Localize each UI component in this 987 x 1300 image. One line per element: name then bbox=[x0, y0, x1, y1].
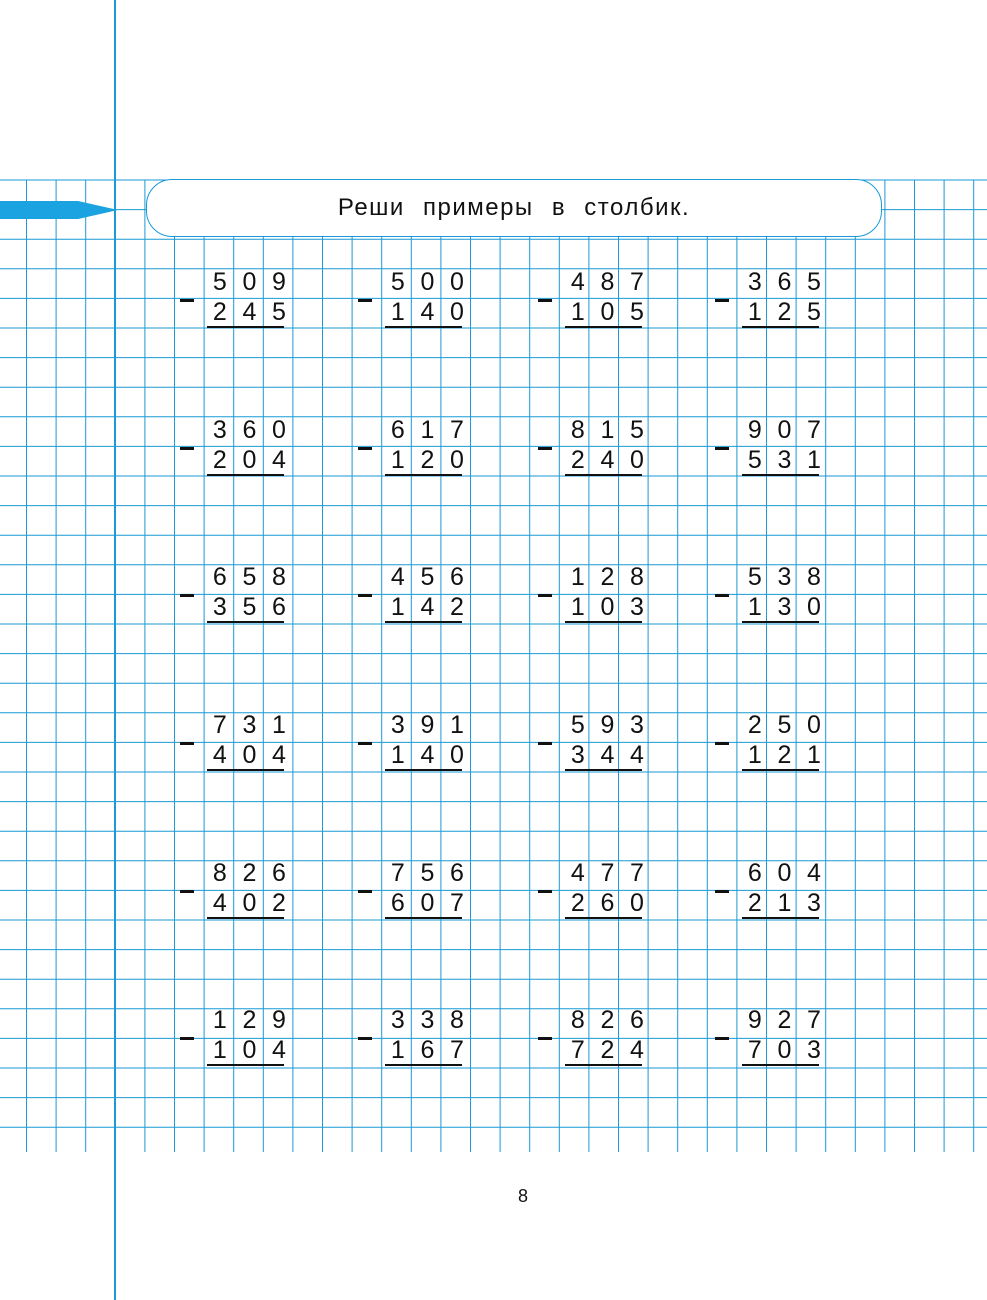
minus-sign bbox=[358, 1037, 372, 1040]
subtrahend bbox=[563, 592, 652, 622]
digit: 7 bbox=[630, 267, 644, 296]
digit: 5 bbox=[570, 710, 585, 739]
digit: 2 bbox=[747, 888, 762, 917]
digit: 3 bbox=[390, 1005, 405, 1034]
minus-sign bbox=[715, 447, 729, 450]
digit: 3 bbox=[777, 562, 792, 591]
digit: 1 bbox=[450, 710, 464, 739]
minuend bbox=[383, 267, 472, 297]
minus-sign bbox=[180, 742, 194, 745]
subtrahend bbox=[383, 740, 472, 770]
result-line bbox=[385, 326, 462, 328]
digit: 3 bbox=[630, 710, 644, 739]
digit: 2 bbox=[600, 1005, 615, 1034]
result-line bbox=[385, 474, 462, 476]
result-line bbox=[742, 474, 819, 476]
minuend bbox=[563, 267, 652, 297]
minus-sign bbox=[538, 742, 552, 745]
digit: 0 bbox=[242, 267, 257, 296]
result-line bbox=[565, 769, 642, 771]
digit: 6 bbox=[777, 267, 792, 296]
digit: 1 bbox=[570, 592, 585, 621]
digit: 4 bbox=[570, 858, 585, 887]
digit: 3 bbox=[212, 592, 227, 621]
digit: 3 bbox=[807, 888, 821, 917]
digit: 6 bbox=[630, 1005, 644, 1034]
digit: 8 bbox=[212, 858, 227, 887]
digit: 7 bbox=[600, 858, 615, 887]
subtraction-problem bbox=[715, 858, 835, 920]
minuend bbox=[205, 562, 294, 592]
digit: 5 bbox=[272, 297, 286, 326]
digit: 0 bbox=[450, 740, 464, 769]
subtraction-problem bbox=[180, 267, 300, 329]
digit: 3 bbox=[630, 592, 644, 621]
digit: 1 bbox=[212, 1005, 227, 1034]
digit: 4 bbox=[242, 297, 257, 326]
digit: 3 bbox=[420, 1005, 435, 1034]
digit: 7 bbox=[390, 858, 405, 887]
digit: 4 bbox=[212, 888, 227, 917]
digit: 8 bbox=[600, 267, 615, 296]
digit: 2 bbox=[600, 1035, 615, 1064]
result-line bbox=[565, 917, 642, 919]
subtrahend bbox=[740, 592, 829, 622]
subtrahend bbox=[563, 297, 652, 327]
minuend bbox=[383, 415, 472, 445]
digit: 7 bbox=[807, 1005, 821, 1034]
digit: 4 bbox=[212, 740, 227, 769]
digit: 3 bbox=[390, 710, 405, 739]
digit: 1 bbox=[747, 592, 762, 621]
digit: 4 bbox=[630, 1035, 644, 1064]
result-line bbox=[207, 474, 284, 476]
digit: 4 bbox=[630, 740, 644, 769]
digit: 1 bbox=[777, 888, 792, 917]
subtraction-problem bbox=[538, 1005, 658, 1067]
digit: 2 bbox=[747, 710, 762, 739]
subtrahend bbox=[563, 1035, 652, 1065]
digit: 7 bbox=[450, 415, 464, 444]
digit: 0 bbox=[420, 267, 435, 296]
digit: 5 bbox=[807, 297, 821, 326]
digit: 0 bbox=[450, 297, 464, 326]
subtrahend bbox=[563, 888, 652, 918]
digit: 2 bbox=[272, 888, 286, 917]
subtrahend bbox=[383, 592, 472, 622]
digit: 1 bbox=[747, 297, 762, 326]
minus-sign bbox=[180, 1037, 194, 1040]
subtrahend bbox=[205, 297, 294, 327]
digit: 1 bbox=[390, 445, 405, 474]
digit: 0 bbox=[242, 445, 257, 474]
digit: 1 bbox=[600, 415, 615, 444]
digit: 5 bbox=[630, 297, 644, 326]
digit: 8 bbox=[450, 1005, 464, 1034]
subtraction-problem bbox=[358, 562, 478, 624]
minuend bbox=[740, 267, 829, 297]
minus-sign bbox=[358, 299, 372, 302]
digit: 7 bbox=[450, 888, 464, 917]
result-line bbox=[565, 621, 642, 623]
digit: 2 bbox=[242, 1005, 257, 1034]
minuend bbox=[740, 562, 829, 592]
digit: 7 bbox=[747, 1035, 762, 1064]
result-line bbox=[565, 474, 642, 476]
digit: 5 bbox=[777, 710, 792, 739]
minus-sign bbox=[358, 447, 372, 450]
digit: 2 bbox=[570, 445, 585, 474]
subtrahend bbox=[205, 1035, 294, 1065]
result-line bbox=[565, 326, 642, 328]
result-line bbox=[207, 326, 284, 328]
digit: 4 bbox=[272, 445, 286, 474]
subtrahend bbox=[383, 297, 472, 327]
minus-sign bbox=[180, 299, 194, 302]
digit: 4 bbox=[272, 740, 286, 769]
digit: 9 bbox=[600, 710, 615, 739]
subtrahend bbox=[563, 445, 652, 475]
digit: 1 bbox=[390, 1035, 405, 1064]
minuend bbox=[740, 858, 829, 888]
minuend bbox=[740, 710, 829, 740]
digit: 9 bbox=[272, 1005, 286, 1034]
digit: 7 bbox=[570, 1035, 585, 1064]
digit: 1 bbox=[420, 415, 435, 444]
subtrahend bbox=[563, 740, 652, 770]
digit: 5 bbox=[630, 415, 644, 444]
minus-sign bbox=[715, 594, 729, 597]
instruction-text: Реши примеры в столбик. bbox=[337, 194, 691, 221]
minuend bbox=[563, 562, 652, 592]
minus-sign bbox=[715, 1037, 729, 1040]
subtraction-problem bbox=[358, 1005, 478, 1067]
digit: 1 bbox=[390, 297, 405, 326]
minuend bbox=[205, 710, 294, 740]
result-line bbox=[207, 621, 284, 623]
digit: 1 bbox=[390, 740, 405, 769]
subtrahend bbox=[205, 592, 294, 622]
digit: 2 bbox=[777, 740, 792, 769]
result-line bbox=[385, 1064, 462, 1066]
minuend bbox=[563, 415, 652, 445]
digit: 1 bbox=[212, 1035, 227, 1064]
digit: 6 bbox=[212, 562, 227, 591]
digit: 8 bbox=[807, 562, 821, 591]
minus-sign bbox=[358, 594, 372, 597]
digit: 5 bbox=[420, 858, 435, 887]
subtraction-problem bbox=[538, 858, 658, 920]
digit: 7 bbox=[450, 1035, 464, 1064]
digit: 6 bbox=[390, 888, 405, 917]
digit: 8 bbox=[570, 1005, 585, 1034]
minuend bbox=[205, 1005, 294, 1035]
subtrahend bbox=[740, 740, 829, 770]
subtraction-problem bbox=[715, 562, 835, 624]
digit: 3 bbox=[242, 710, 257, 739]
digit: 0 bbox=[242, 1035, 257, 1064]
digit: 6 bbox=[600, 888, 615, 917]
digit: 6 bbox=[242, 415, 257, 444]
digit: 2 bbox=[570, 888, 585, 917]
digit: 6 bbox=[390, 415, 405, 444]
digit: 9 bbox=[420, 710, 435, 739]
digit: 1 bbox=[570, 297, 585, 326]
subtrahend bbox=[205, 740, 294, 770]
result-line bbox=[385, 769, 462, 771]
digit: 4 bbox=[807, 858, 821, 887]
result-line bbox=[565, 1064, 642, 1066]
subtraction-problem bbox=[180, 415, 300, 477]
digit: 5 bbox=[807, 267, 821, 296]
minuend bbox=[205, 858, 294, 888]
digit: 4 bbox=[390, 562, 405, 591]
digit: 5 bbox=[242, 592, 257, 621]
digit: 0 bbox=[600, 297, 615, 326]
subtraction-problem bbox=[358, 710, 478, 772]
minus-sign bbox=[358, 890, 372, 893]
digit: 7 bbox=[212, 710, 227, 739]
subtrahend bbox=[740, 888, 829, 918]
digit: 4 bbox=[570, 267, 585, 296]
minuend bbox=[563, 1005, 652, 1035]
digit: 1 bbox=[807, 445, 821, 474]
subtraction-problem bbox=[358, 415, 478, 477]
result-line bbox=[742, 1064, 819, 1066]
subtraction-problem bbox=[180, 858, 300, 920]
digit: 0 bbox=[242, 888, 257, 917]
digit: 2 bbox=[777, 297, 792, 326]
digit: 3 bbox=[807, 1035, 821, 1064]
digit: 0 bbox=[450, 445, 464, 474]
subtraction-problem bbox=[715, 267, 835, 329]
minuend bbox=[383, 858, 472, 888]
minuend bbox=[563, 710, 652, 740]
minus-sign bbox=[715, 299, 729, 302]
digit: 0 bbox=[272, 415, 286, 444]
digit: 2 bbox=[777, 1005, 792, 1034]
digit: 0 bbox=[807, 592, 821, 621]
digit: 3 bbox=[747, 267, 762, 296]
subtrahend bbox=[383, 888, 472, 918]
digit: 6 bbox=[272, 858, 286, 887]
result-line bbox=[742, 917, 819, 919]
subtrahend bbox=[383, 1035, 472, 1065]
digit: 5 bbox=[747, 445, 762, 474]
result-line bbox=[207, 917, 284, 919]
digit: 3 bbox=[570, 740, 585, 769]
minus-sign bbox=[358, 742, 372, 745]
digit: 6 bbox=[450, 858, 464, 887]
minuend bbox=[740, 1005, 829, 1035]
digit: 0 bbox=[777, 858, 792, 887]
result-line bbox=[207, 769, 284, 771]
digit: 4 bbox=[420, 297, 435, 326]
result-line bbox=[742, 621, 819, 623]
digit: 6 bbox=[450, 562, 464, 591]
digit: 5 bbox=[212, 267, 227, 296]
minuend bbox=[383, 710, 472, 740]
digit: 0 bbox=[600, 592, 615, 621]
result-line bbox=[207, 1064, 284, 1066]
digit: 9 bbox=[747, 415, 762, 444]
subtraction-problem bbox=[538, 415, 658, 477]
digit: 1 bbox=[390, 592, 405, 621]
minuend bbox=[740, 415, 829, 445]
digit: 0 bbox=[630, 888, 644, 917]
subtrahend bbox=[740, 1035, 829, 1065]
digit: 5 bbox=[242, 562, 257, 591]
digit: 0 bbox=[450, 267, 464, 296]
digit: 5 bbox=[747, 562, 762, 591]
minus-sign bbox=[538, 890, 552, 893]
minus-sign bbox=[538, 447, 552, 450]
digit: 8 bbox=[570, 415, 585, 444]
digit: 2 bbox=[420, 445, 435, 474]
minuend bbox=[563, 858, 652, 888]
digit: 0 bbox=[777, 415, 792, 444]
digit: 7 bbox=[807, 415, 821, 444]
digit: 4 bbox=[600, 740, 615, 769]
digit: 6 bbox=[747, 858, 762, 887]
digit: 2 bbox=[212, 297, 227, 326]
digit: 2 bbox=[600, 562, 615, 591]
minus-sign bbox=[180, 447, 194, 450]
digit: 4 bbox=[272, 1035, 286, 1064]
subtraction-problem bbox=[180, 562, 300, 624]
digit: 4 bbox=[420, 592, 435, 621]
subtraction-problem bbox=[715, 1005, 835, 1067]
minus-sign bbox=[180, 594, 194, 597]
digit: 0 bbox=[777, 1035, 792, 1064]
result-line bbox=[742, 326, 819, 328]
result-line bbox=[742, 769, 819, 771]
minus-sign bbox=[715, 890, 729, 893]
digit: 7 bbox=[630, 858, 644, 887]
minus-sign bbox=[715, 742, 729, 745]
subtraction-problem bbox=[538, 267, 658, 329]
digit: 5 bbox=[390, 267, 405, 296]
digit: 1 bbox=[570, 562, 585, 591]
subtraction-problem bbox=[358, 267, 478, 329]
subtraction-problem bbox=[180, 710, 300, 772]
subtrahend bbox=[205, 888, 294, 918]
subtraction-problem bbox=[180, 1005, 300, 1067]
digit: 1 bbox=[807, 740, 821, 769]
digit: 8 bbox=[272, 562, 286, 591]
digit: 4 bbox=[420, 740, 435, 769]
subtrahend bbox=[740, 445, 829, 475]
result-line bbox=[385, 621, 462, 623]
digit: 3 bbox=[777, 592, 792, 621]
digit: 0 bbox=[630, 445, 644, 474]
digit: 8 bbox=[630, 562, 644, 591]
subtraction-problem bbox=[538, 710, 658, 772]
minuend bbox=[205, 415, 294, 445]
minuend bbox=[383, 1005, 472, 1035]
minus-sign bbox=[180, 890, 194, 893]
digit: 1 bbox=[747, 740, 762, 769]
subtraction-problem bbox=[715, 710, 835, 772]
digit: 9 bbox=[747, 1005, 762, 1034]
minus-sign bbox=[538, 299, 552, 302]
subtrahend bbox=[383, 445, 472, 475]
digit: 2 bbox=[212, 445, 227, 474]
digit: 3 bbox=[777, 445, 792, 474]
digit: 2 bbox=[242, 858, 257, 887]
digit: 9 bbox=[272, 267, 286, 296]
digit: 3 bbox=[212, 415, 227, 444]
digit: 4 bbox=[600, 445, 615, 474]
subtraction-problem bbox=[538, 562, 658, 624]
subtraction-problem bbox=[715, 415, 835, 477]
result-line bbox=[385, 917, 462, 919]
digit: 0 bbox=[242, 740, 257, 769]
minuend bbox=[383, 562, 472, 592]
digit: 5 bbox=[420, 562, 435, 591]
digit: 2 bbox=[450, 592, 464, 621]
minuend bbox=[205, 267, 294, 297]
minus-sign bbox=[538, 594, 552, 597]
digit: 0 bbox=[420, 888, 435, 917]
digit: 6 bbox=[420, 1035, 435, 1064]
subtraction-problem bbox=[358, 858, 478, 920]
subtrahend bbox=[740, 297, 829, 327]
page-number: 8 bbox=[517, 1186, 528, 1206]
digit: 0 bbox=[807, 710, 821, 739]
subtrahend bbox=[205, 445, 294, 475]
digit: 1 bbox=[272, 710, 286, 739]
digit: 6 bbox=[272, 592, 286, 621]
minus-sign bbox=[538, 1037, 552, 1040]
